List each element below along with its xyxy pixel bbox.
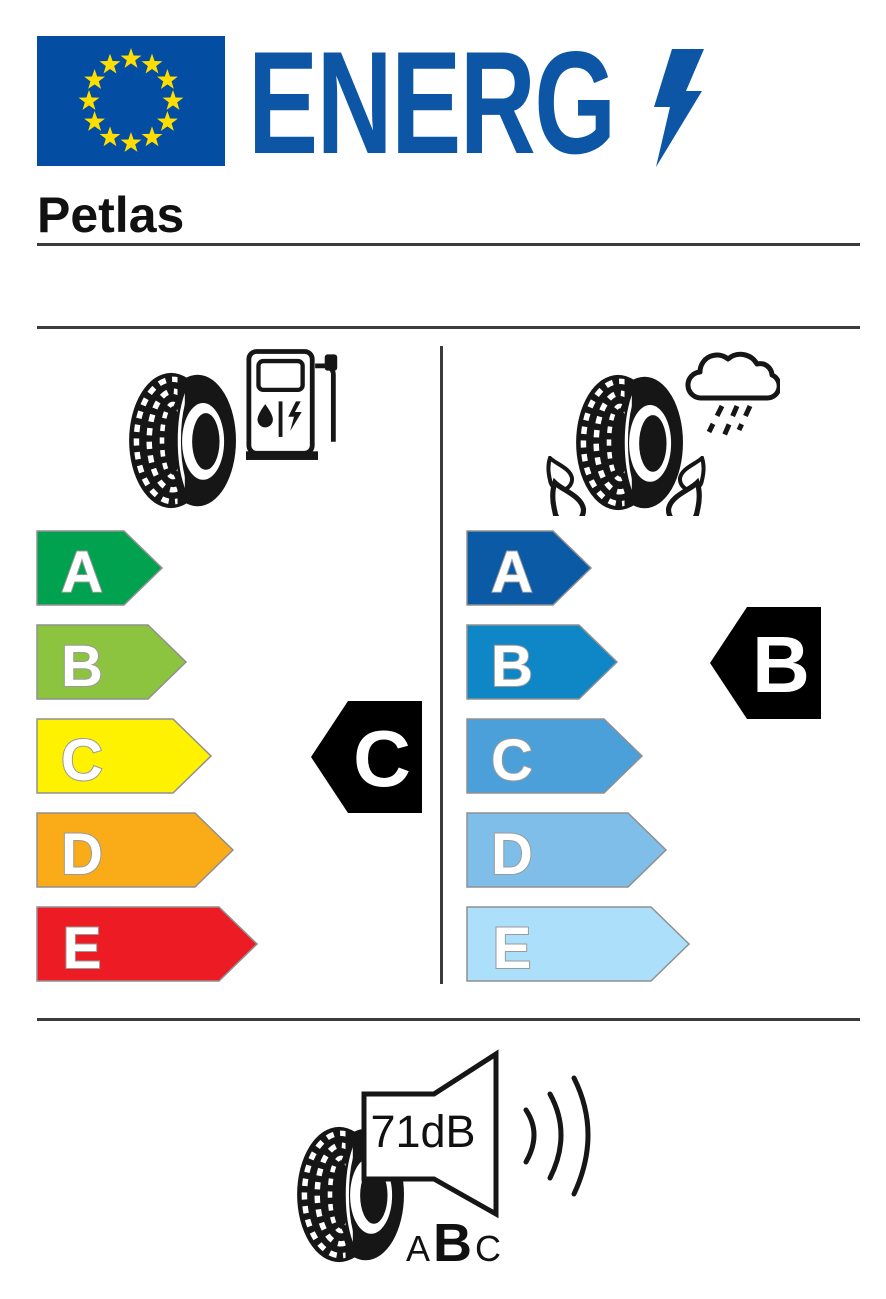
noise-class-indicator bbox=[406, 1212, 501, 1274]
fuel-class-arrow-e bbox=[36, 906, 258, 982]
rain-cloud-icon bbox=[680, 348, 780, 448]
divider-line-bottom bbox=[37, 1018, 860, 1021]
fuel-class-arrow-d bbox=[36, 812, 234, 888]
noise-db-value: 71dB bbox=[370, 1106, 476, 1157]
wet-class-letter: A bbox=[491, 540, 533, 605]
wet-class-arrow-e bbox=[466, 906, 690, 982]
noise-class-c: C bbox=[475, 1228, 502, 1269]
brand-name: Petlas bbox=[37, 187, 185, 243]
noise-class-a: A bbox=[406, 1228, 431, 1269]
wet-class-arrow-b bbox=[466, 624, 618, 700]
wet-rating-value: B bbox=[752, 620, 810, 709]
wet-class-letter: C bbox=[491, 728, 533, 793]
divider-line-vertical bbox=[440, 346, 443, 984]
lightning-bolt-icon bbox=[642, 48, 714, 170]
fuel-class-arrow-a bbox=[36, 530, 163, 606]
fuel-pump-icon bbox=[246, 348, 342, 474]
fuel-class-arrow-b bbox=[36, 624, 187, 700]
fuel-class-arrow-c bbox=[36, 718, 212, 794]
wet-class-arrow-d bbox=[466, 812, 667, 888]
water-splash-icon bbox=[538, 456, 714, 516]
wet-class-letter: B bbox=[491, 634, 533, 699]
fuel-rating-value: C bbox=[353, 714, 411, 803]
noise-class-b-selected: B bbox=[433, 1213, 473, 1273]
eu-flag-icon bbox=[37, 36, 225, 166]
fuel-class-letter: B bbox=[61, 634, 103, 699]
energ-logo-text: ENERG bbox=[248, 21, 615, 184]
wet-class-letter: D bbox=[491, 822, 533, 887]
fuel-class-letter: C bbox=[61, 728, 103, 793]
fuel-class-letter: D bbox=[61, 822, 103, 887]
wet-rating-tag bbox=[709, 606, 822, 720]
divider-line-middle bbox=[37, 326, 860, 329]
tyre-icon-fuel bbox=[128, 372, 238, 509]
divider-line-top bbox=[37, 243, 860, 246]
wet-class-arrow-c bbox=[466, 718, 643, 794]
wet-class-arrow-a bbox=[466, 530, 592, 606]
fuel-class-letter: E bbox=[62, 916, 102, 981]
fuel-rating-tag bbox=[310, 700, 423, 814]
fuel-class-letter: A bbox=[61, 540, 103, 605]
wet-class-letter: E bbox=[492, 916, 532, 981]
